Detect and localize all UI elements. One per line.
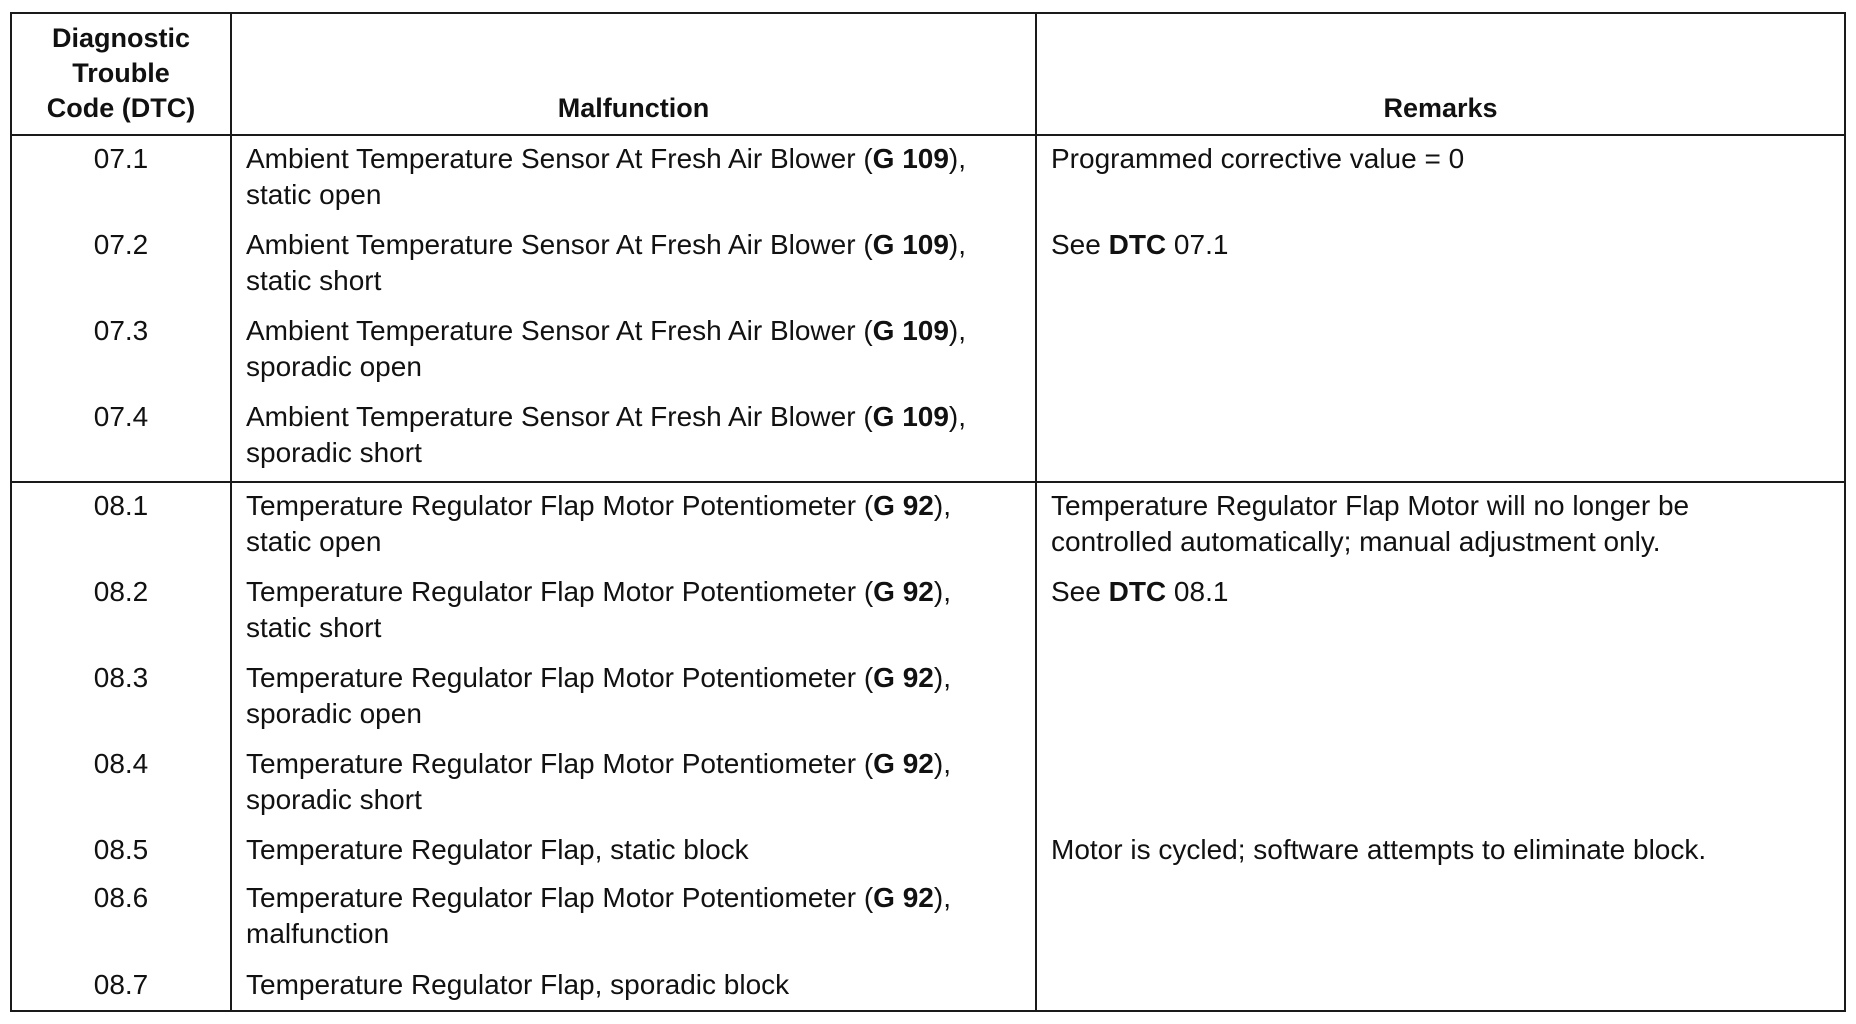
malfunction-cell [231,741,1036,827]
remarks-cell [1036,569,1844,655]
remarks-line-1: See DTC 08.1 [1051,575,1229,607]
remarks-cell [1036,875,1844,961]
dtc-code: 08.5 [12,827,231,875]
table-row [12,875,1844,961]
table-row [12,135,1844,222]
malfunction-line-1: Temperature Regulator Flap Motor Potentiometer (G 92), [246,748,951,780]
table-row [12,308,1844,394]
malfunction-cell [231,655,1036,741]
dtc-code: 08.7 [12,962,231,1010]
dtc-code: 07.2 [12,222,231,308]
dtc-code: 07.1 [12,135,231,222]
malfunction-cell [231,827,1036,875]
remarks-cell [1036,394,1844,481]
table-row [12,569,1844,655]
malfunction-line-1: Temperature Regulator Flap Motor Potentiometer (G 92), [246,882,951,914]
malfunction-line-1: Temperature Regulator Flap, sporadic block [246,968,790,1000]
malfunction-cell [231,962,1036,1010]
malfunction-line-1: Temperature Regulator Flap Motor Potentiometer (G 92), [246,661,951,693]
malfunction-cell [231,875,1036,961]
malfunction-line-1: Ambient Temperature Sensor At Fresh Air Blower (G 109), [246,315,967,347]
table-row [12,394,1844,481]
header-remarks: Remarks [1036,14,1844,135]
remarks-line-1: Temperature Regulator Flap Motor will no longer be [1051,489,1690,521]
remarks-cell [1036,135,1844,222]
malfunction-line-2: malfunction [246,918,390,950]
malfunction-cell [231,222,1036,308]
malfunction-line-1: Temperature Regulator Flap Motor Potentiometer (G 92), [246,489,951,521]
remarks-cell [1036,827,1844,875]
dtc-code: 08.1 [12,482,231,569]
table-row [12,655,1844,741]
remarks-line-2: controlled automatically; manual adjustment only. [1051,525,1661,557]
malfunction-line-1: Temperature Regulator Flap, static block [246,834,749,866]
malfunction-line-2: sporadic open [246,697,422,729]
table-row [12,962,1844,1010]
malfunction-line-2: sporadic short [246,437,422,469]
malfunction-line-2: sporadic short [246,784,422,816]
remarks-line-1: See DTC 07.1 [1051,229,1229,261]
dtc-code: 08.4 [12,741,231,827]
dtc-code: 08.3 [12,655,231,741]
remarks-cell [1036,741,1844,827]
dtc-code: 08.6 [12,875,231,961]
remarks-line-1: Motor is cycled; software attempts to eliminate block. [1051,834,1707,866]
remarks-cell [1036,655,1844,741]
table-row [12,741,1844,827]
table-row [12,222,1844,308]
malfunction-cell [231,569,1036,655]
dtc-code: 07.3 [12,308,231,394]
dtc-table [12,14,1844,1010]
malfunction-line-1: Ambient Temperature Sensor At Fresh Air Blower (G 109), [246,229,967,261]
header-code-line: Code (DTC) [46,93,196,123]
header-code [12,14,231,135]
malfunction-line-1: Ambient Temperature Sensor At Fresh Air Blower (G 109), [246,143,967,174]
malfunction-line-2: sporadic open [246,351,422,383]
malfunction-line-2: static open [246,179,382,210]
remarks-cell [1036,308,1844,394]
header-code-line: Diagnostic [51,23,191,53]
malfunction-line-1: Temperature Regulator Flap Motor Potentiometer (G 92), [246,575,951,607]
malfunction-line-1: Ambient Temperature Sensor At Fresh Air Blower (G 109), [246,401,967,433]
dtc-code: 08.2 [12,569,231,655]
malfunction-cell [231,394,1036,481]
header-code-line: Trouble [72,58,170,88]
remarks-line-1: Programmed corrective value = 0 [1051,143,1465,174]
malfunction-line-2: static open [246,525,382,557]
table-row [12,827,1844,875]
dtc-table-container [10,12,1846,1012]
malfunction-cell [231,308,1036,394]
malfunction-line-2: static short [246,265,382,297]
malfunction-cell [231,135,1036,222]
malfunction-line-2: static short [246,611,382,643]
table-row [12,482,1844,569]
remarks-cell [1036,482,1844,569]
table-header-row [12,14,1844,135]
malfunction-cell [231,482,1036,569]
remarks-cell [1036,962,1844,1010]
remarks-cell [1036,222,1844,308]
dtc-code: 07.4 [12,394,231,481]
header-malfunction: Malfunction [231,14,1036,135]
